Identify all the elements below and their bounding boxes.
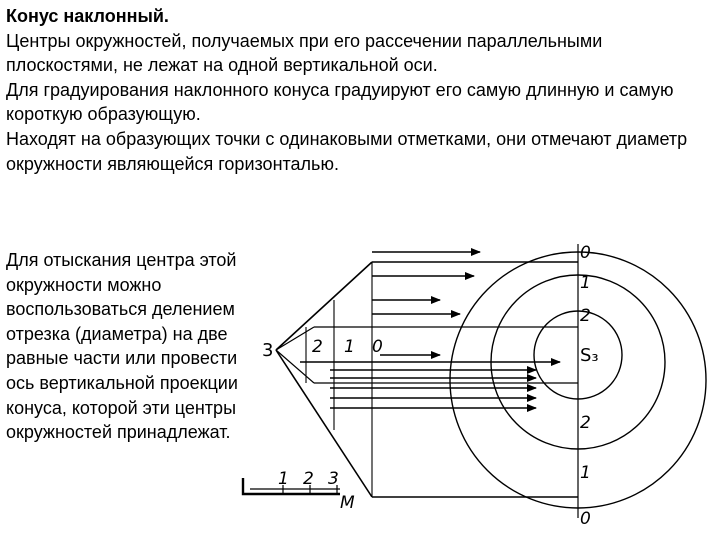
projection-arrows bbox=[300, 252, 560, 408]
axis-label-1-top: 1 bbox=[580, 273, 591, 293]
scale-bar bbox=[243, 478, 340, 494]
cone-label-1: 1 bbox=[344, 337, 355, 357]
slide-title: Конус наклонный. bbox=[6, 6, 169, 26]
scale-label-1: 1 bbox=[278, 469, 289, 489]
cone-label-0: 0 bbox=[372, 337, 383, 357]
side-paragraph: Для отыскания центра этой окружности можно воспользоваться делением отрезка (диаметра) на две равные части или провести ось вертикальной проекции конуса, которой эти центры окружностей принадлежат. bbox=[6, 250, 238, 443]
axis-label-2-top: 2 bbox=[580, 306, 591, 326]
apex-label: 3 bbox=[262, 340, 274, 361]
paragraph-2: Для градуирования наклонного конуса градуируют его самую длинную и самую короткую образующую. bbox=[6, 79, 674, 125]
scale-letter: М bbox=[340, 493, 355, 513]
scale-label-3: 3 bbox=[328, 469, 339, 489]
center-label: S₃ bbox=[580, 345, 599, 366]
axis-label-0-top: 0 bbox=[580, 243, 591, 263]
generatrix-bottom bbox=[276, 350, 372, 497]
paragraph-3: Находят на образующих точки с одинаковыми отметками, они отмечают диаметр окружности являющейся горизонталью. bbox=[6, 128, 688, 174]
paragraph-1: Центры окружностей, получаемых при его рассечении параллельными плоскостями, не лежат на одной вертикальной оси. bbox=[6, 30, 603, 76]
cone-outline bbox=[276, 262, 578, 497]
cone-label-2: 2 bbox=[312, 337, 323, 357]
section-lines bbox=[306, 262, 372, 497]
generatrix-top bbox=[276, 262, 372, 350]
axis-label-2-bottom: 2 bbox=[580, 413, 591, 433]
axis-label-1-bottom: 1 bbox=[580, 463, 591, 483]
scale-label-2: 2 bbox=[303, 469, 314, 489]
axis-label-0-bottom: 0 bbox=[580, 509, 591, 529]
